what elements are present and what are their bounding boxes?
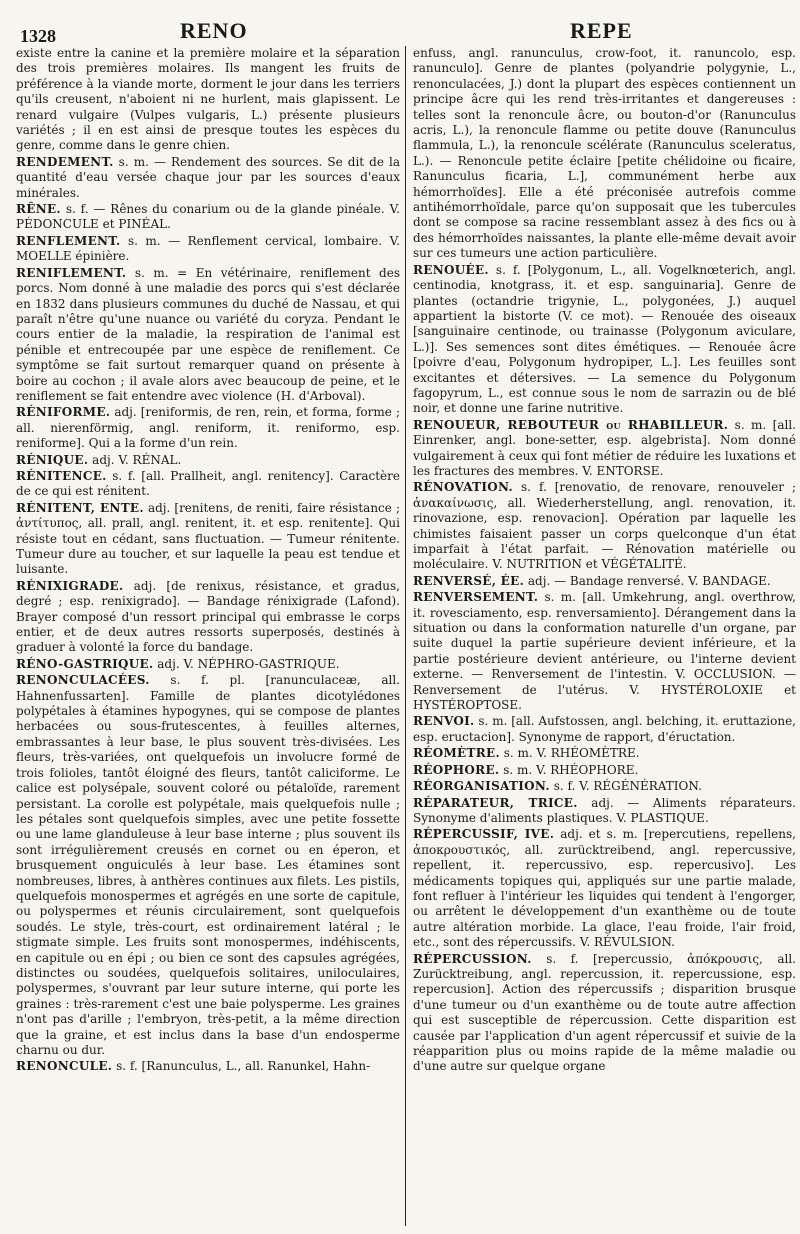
dictionary-entry [413, 263, 796, 417]
dictionary-entry [413, 827, 796, 950]
entry-headword: RÉNITENT, ENTE. [16, 500, 144, 515]
entry-headword: RÉOMÈTRE. [413, 746, 500, 761]
entry-text: adj. et s. m. [repercutiens, repellens, ἀποκρουστικός, all. zurücktreibend, angl. repercussive, repellent, it. repercussivo, esp. repercusivo]. Les médicaments topiques qui, appliqués sur une partie malade, font refluer à l'intérieur les liquides qui tendent à l'engorger, ou arrêtent le développement d'un exanthème ou de toute autre altération morbide. La glace, l'eau froide, l'air froid, etc., sont des répercussifs. V. RÉVULSION. [413, 827, 796, 950]
entry-text: s. f. V. RÉGÉNÉRATION. [553, 779, 702, 794]
entry-headword: RENOUÉE. [413, 262, 489, 277]
dictionary-entry [413, 590, 796, 713]
left-running-head: RENO [180, 18, 248, 43]
entry-text: s. f. — Rênes du conarium ou de la glande pinéale. V. PÉDONCULE et PINÉAL. [16, 202, 400, 232]
entry-headword: RÉPARATEUR, TRICE. [413, 795, 578, 810]
column-divider [405, 46, 406, 1226]
dictionary-entry [413, 763, 796, 778]
entry-text: s. f. [renovatio, de renovare, renouveler ; ἀνακαίνωσις, all. Wiederherstellung, angl. renovation, it. rinovazione, esp. renovacion]. Opération par laquelle les chimistes faisaient passer un corps quelconque d'un état imparfait à l'état parfait. — Rénovation matérielle ou moléculaire. V. NUTRITION et VÉGÉTALITÉ. [413, 480, 796, 572]
entry-headword: RÉORGANISATION. [413, 779, 550, 794]
entry-text: s. m. V. RHÉOPHORE. [503, 762, 639, 777]
dictionary-entry [16, 657, 400, 672]
dictionary-entry [413, 796, 796, 827]
dictionary-entry [16, 234, 400, 265]
entry-text: adj. [reniformis, de ren, rein, et forma, forme ; all. nierenförmig, angl. reniform, it. reniformo, esp. reniforme]. Qui a la forme d'un rein. [16, 405, 400, 451]
dictionary-entry [413, 418, 796, 480]
entry-text: adj. — Bandage renversé. V. BANDAGE. [527, 573, 771, 588]
entry-headword: RÉNIFORME. [16, 405, 111, 420]
entry-text: s. m. [all. Umkehrung, angl. overthrow, it. rovesciamento, esp. renversamiento]. Dérangement dans la situation ou dans la conformation naturelle d'un organe, par suite duquel la partie supérieure devient inférieure, et la partie postérieure devient antérieure, ou l'interne devient externe. — Renversement de l'intestin. V. OCCLUSION. — Renversement de l'utérus. V. HYSTÉROLOXIE et HYSTÉROPTOSE. [413, 590, 796, 713]
dictionary-entry [413, 952, 796, 1075]
dictionary-entry [16, 579, 400, 656]
dictionary-entry [413, 779, 796, 794]
entry-text: s. m. [all. Aufstossen, angl. belching, it. eruttazione, esp. eructacion]. Synonyme de rapport, d'éructation. [413, 714, 796, 744]
entry-headword: RENFLEMENT. [16, 233, 121, 248]
dictionary-entry [413, 746, 796, 761]
entry-text: adj. — Aliments réparateurs. Synonyme d'aliments plastiques. V. PLASTIQUE. [413, 795, 796, 825]
entry-text: enfuss, angl. ranunculus, crow-foot, it. ranuncolo, esp. ranunculo]. Genre de plantes (polyandrie polygynie, L., renonculacées, J.) dont la plupart des espèces contiennent un principe âcre qui les rend très-irritantes et dangereuses : telles sont la renoncule âcre, ou bouton-d'or (Ranunculus acris, L.), la renoncule flamme ou petite douve (Ranunculus flammula, L.), la renoncule scélérate (Ranunculus sceleratus, L.). — Renoncule petite éclaire [petite chélidoine ou ficaire, Ranunculus ficaria, L.], communément herbe aux hémorrhoïdes]. Elle a été préconisée autrefois comme antihémorrhoïdale, parce qu'on supposait que les tubercules dont se compose sa racine ressemblant assez à des fics ou à des hémorrhoïdes naissantes, la plante elle-même devait avoir sur ces tumeurs une action particulière. [413, 46, 796, 261]
dictionary-entry [413, 46, 796, 262]
entry-headword: RENVERSEMENT. [413, 590, 539, 605]
entry-headword: RÉNO-GASTRIQUE. [16, 656, 154, 671]
entry-text: adj. V. NÉPHRO-GASTRIQUE. [157, 656, 340, 671]
entry-headword: RÉNIQUE. [16, 452, 89, 467]
dictionary-entry [16, 469, 400, 500]
entry-headword: RÊNE. [16, 202, 61, 217]
entry-text: s. f. [Polygonum, L., all. Vogelknœterich, angl. centinodia, knotgrass, it. et esp. sanguinaria]. Genre de plantes (octandrie trigynie, L., polygonées, J.) auquel appartient la bistorte (V. ce mot). — Renouée des oiseaux [sanguinaire centinode, ou trainasse (Polygonum aviculare, L.)]. Ses semences sont dites émétiques. — Renouée âcre [poivre d'eau, Polygonum hydropiper, L.]. Les feuilles sont excitantes et détersives. — La semence du Polygonum fagopyrum, L., est connue sous le nom de sarrazin ou de blé noir, et donne une farine nutritive. [413, 262, 796, 416]
entry-text: s. m. V. RHÉOMÈTRE. [503, 746, 640, 761]
dictionary-entry [16, 673, 400, 1058]
left-column [16, 46, 400, 1226]
entry-headword: RÉPERCUSSION. [413, 951, 532, 966]
entry-text: s. m. — Renflement cervical, lombaire. V. MOELLE épinière. [16, 233, 400, 264]
dictionary-entry [16, 202, 400, 233]
entry-text: s. f. pl. [ranunculaceæ, all. Hahnenfussarten]. Famille de plantes dicotylédones polypétales à étamines hypogynes, qui se compose de plantes herbacées ou sous-frutescentes, à feuilles alternes, embrassantes à leur base, le plus souvent très-divisées. Les fleurs, très-variées, ont quelquefois un involucre formé de trois folioles, tantôt éloigné des fleurs, tantôt caliciforme. Le calice est polysépale, souvent coloré ou pétaloïde, rarement persistant. La corolle est polypétale, mais quelquefois nulle ; les pétales sont quelquefois simples, avec une petite fossette ou une lame glanduleuse à leur base interne ; plus souvent ils sont irrégulièrement creusés en cornet ou en éperon, et brusquement onguiculés à leur base. Les étamines sont nombreuses, libres, à anthères continues aux filets. Les pistils, quelquefois monospermes et agrégés en une sorte de capitule, ou polyspermes et réunis circulairement, sont quelquefois soudés. Le style, très-court, est ordinairement latéral ; le stigmate simple. Les fruits sont monospermes, indéhiscents, en capitule ou en épi ; ou bien ce sont des capsules agrégées, distinctes ou soudées, quelquefois solitaires, uniloculaires, polyspermes, s'ouvrant par leur suture interne, qui porte les graines : très-rarement c'est une baie polysperme. Les graines n'ont pas d'arille ; l'embryon, très-petit, a la même direction que la graine, et est inclus dans la base d'un endosperme charnu ou dur. [16, 673, 400, 1057]
dictionary-entry [16, 405, 400, 451]
entry-text: s. m. = En vétérinaire, reniflement des porcs. Nom donné à une maladie des porcs qui s'est déclarée en 1832 dans plusieurs communes du duché de Nassau, et qui paraît n'être qu'une nuance ou variété du coryza. Pendant le cours entier de la maladie, la respiration de l'animal est pénible et entrecoupée par une espèce de reniflement. Ce symptôme se fait surtout remarquer quand on présente à boire au cochon ; il avale alors avec beaucoup de peine, et le reniflement se fait entendre avec violence (H. d'Arboval). [16, 265, 400, 403]
right-column [413, 46, 796, 1226]
page-number: 1328 [20, 26, 56, 46]
dictionary-entry [16, 155, 400, 201]
entry-text: adj. V. RÉNAL. [92, 452, 182, 467]
dictionary-entry [16, 46, 400, 154]
entry-headword: RÉNOVATION. [413, 480, 514, 495]
entry-headword: RENVERSÉ, ÉE. [413, 573, 525, 588]
dictionary-entry [413, 574, 796, 589]
entry-text: s. f. [all. Prallheit, angl. renitency]. Caractère de ce qui est rénitent. [16, 468, 400, 499]
entry-headword: RÉPERCUSSIF, IVE. [413, 827, 555, 842]
entry-text: s. m. — Rendement des sources. Se dit de la quantité d'eau versée chaque jour par les sources d'eaux minérales. [16, 154, 400, 200]
dictionary-entry [16, 501, 400, 578]
entry-headword: RENVOI. [413, 714, 475, 729]
text-columns [16, 46, 796, 1226]
dictionary-entry [16, 1059, 400, 1074]
entry-headword: RENONCULACÉES. [16, 673, 150, 688]
entry-headword: RENIFLEMENT. [16, 265, 127, 280]
entry-headword: RENOUEUR, REBOUTEUR ou RHABILLEUR. [413, 417, 729, 432]
entry-text: s. m. [all. Einrenker, angl. bone-setter, esp. algebrista]. Nom donné vulgairement à ceux qui font métier de réduire les luxations et les fractures des membres. V. ENTORSE. [413, 417, 796, 478]
right-running-head: REPE [570, 18, 633, 43]
dictionary-entry [413, 480, 796, 572]
entry-text: existe entre la canine et la première molaire et la séparation des trois premières molaires. Ils mangent les fruits de préférence à la viande morte, dorment le jour dans les terriers qu'ils creusent, n'aboient ni ne hurlent, mais glapissent. Le renard vulgaire (Vulpes vulgaris, L.) présente plusieurs variétés ; il en est ainsi de presque toutes les espèces du genre, comme dans le genre chien. [16, 46, 400, 153]
entry-headword: RENDEMENT. [16, 154, 114, 169]
entry-headword: RÉOPHORE. [413, 762, 500, 777]
entry-text: adj. [renitens, de reniti, faire résistance ; ἀντίτυπος, all. prall, angl. renitent, it. et esp. renitente]. Qui résiste tout en cédant, sans fluctuation. — Tumeur rénitente. Tumeur dure au toucher, et sur laquelle la peau est tendue et luisante. [16, 500, 400, 577]
entry-text: s. f. [Ranunculus, L., all. Ranunkel, Hahn- [116, 1059, 371, 1074]
entry-text: s. f. [repercussio, ἀπόκρουσις, all. Zurücktreibung, angl. repercussion, it. repercussione, esp. repercusion]. Action des répercussifs ; disparition brusque d'une tumeur ou d'un exanthème ou de toute autre affection qui est susceptible de répercussion. Cette disparition est causée par l'application d'un agent répercussif et suivie de la réapparition plus ou moins rapide de la même maladie ou d'une autre sur quelque organe [413, 951, 796, 1074]
entry-headword: RÉNIXIGRADE. [16, 578, 124, 593]
dictionary-entry [16, 266, 400, 405]
entry-headword: RÉNITENCE. [16, 468, 107, 483]
page-header [8, 10, 792, 44]
entry-text: adj. [de renixus, résistance, et gradus, degré ; esp. renixigrado]. — Bandage rénixigrade (Lafond). Brayer composé d'un ressort principal qui embrasse le corps entier, et de deux autres ressorts superposés, destinés à graduer à volonté la force du bandage. [16, 578, 400, 655]
dictionary-entry [16, 453, 400, 468]
entry-headword: RENONCULE. [16, 1059, 113, 1074]
dictionary-entry [413, 714, 796, 745]
